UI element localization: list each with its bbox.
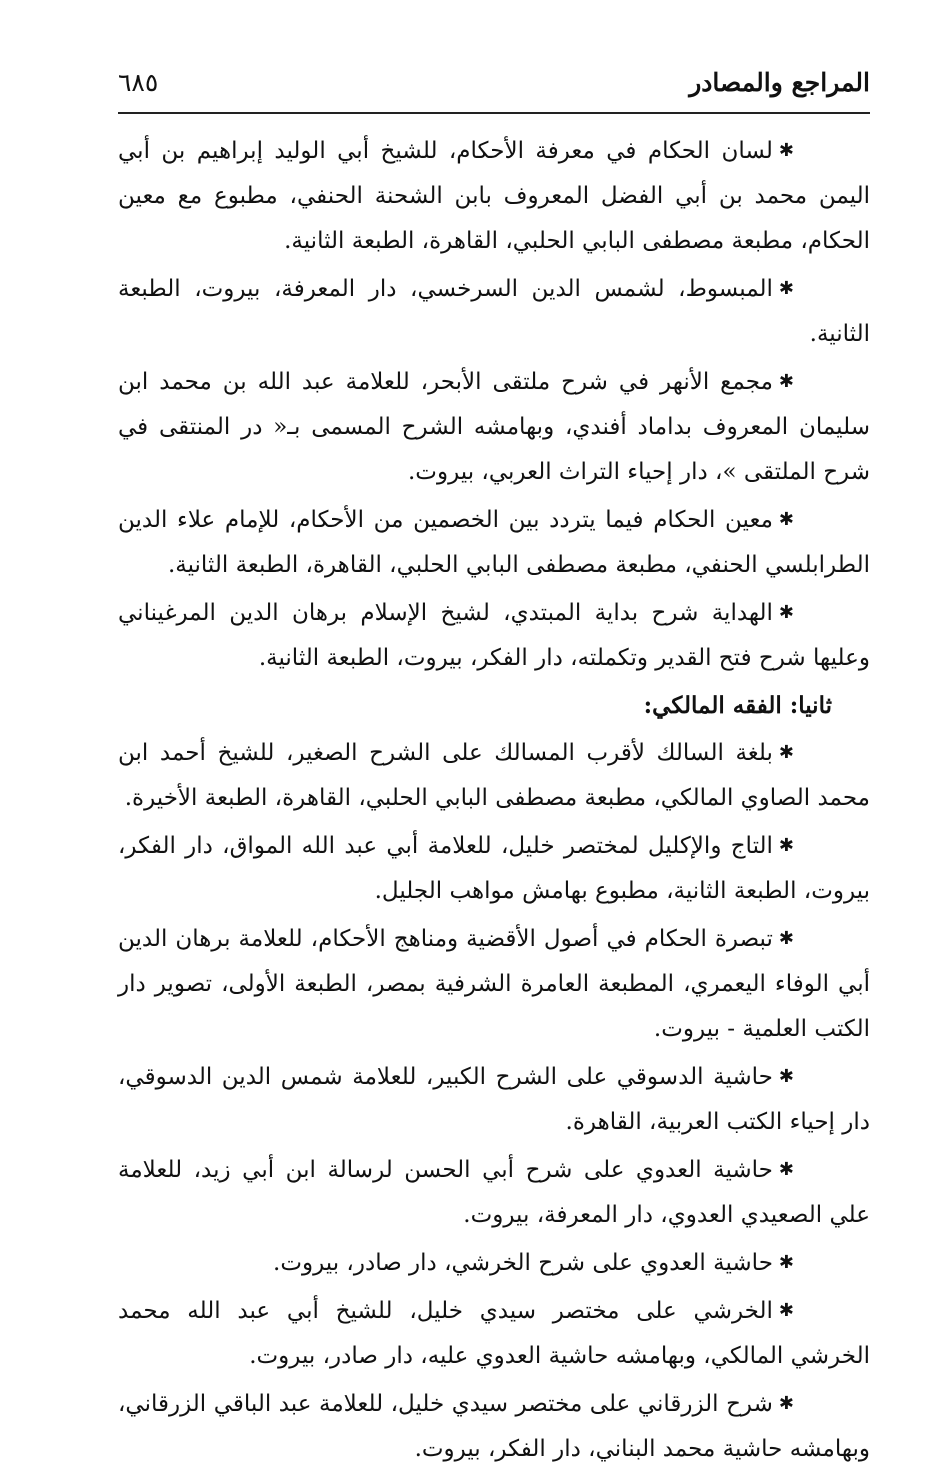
entry-text: التاج والإكليل لمختصر خليل، للعلامة أبي عبد الله المواق، دار الفكر، بيروت، الطبعة الثانية، مطبوع بهامش مواهب الجليل. <box>118 833 870 904</box>
reference-entry <box>118 1240 870 1286</box>
asterisk-icon: ✱ <box>778 928 794 949</box>
asterisk-icon: ✱ <box>778 602 794 623</box>
entry-text: بلغة السالك لأقرب المسالك على الشرح الصغير، للشيخ أحمد ابن محمد الصاوي المالكي، مطبعة مصطفى البابي الحلبي، القاهرة، الطبعة الأخيرة. <box>118 740 870 811</box>
reference-entry <box>118 1054 870 1145</box>
reference-entry <box>118 359 870 495</box>
reference-entry <box>118 1288 870 1379</box>
reference-entry <box>118 916 870 1052</box>
asterisk-icon: ✱ <box>778 1252 794 1273</box>
reference-entry <box>118 497 870 588</box>
entry-text: حاشية العدوي على شرح الخرشي، دار صادر، بيروت. <box>273 1250 773 1276</box>
asterisk-icon: ✱ <box>778 1393 794 1414</box>
reference-entry <box>118 590 870 681</box>
references-list <box>118 128 870 1474</box>
entry-text: معين الحكام فيما يتردد بين الخصمين من الأحكام، للإمام علاء الدين الطرابلسي الحنفي، مطبعة مصطفى البابي الحلبي، القاهرة، الطبعة الثانية. <box>118 507 870 578</box>
asterisk-icon: ✱ <box>778 140 794 161</box>
reference-entry <box>118 823 870 914</box>
asterisk-icon: ✱ <box>778 1159 794 1180</box>
asterisk-icon: ✱ <box>778 509 794 530</box>
section-heading: ثانيا: الفقه المالكي: <box>643 692 832 719</box>
asterisk-icon: ✱ <box>778 1300 794 1321</box>
entry-text: مجمع الأنهر في شرح ملتقى الأبحر، للعلامة عبد الله بن محمد ابن سليمان المعروف بداماد أفندي، وبهامشه الشرح المسمى بـ« در المنتقى في شرح الملتقى »، دار إحياء التراث العربي، بيروت. <box>118 369 870 485</box>
asterisk-icon: ✱ <box>778 371 794 392</box>
entry-text: الخرشي على مختصر سيدي خليل، للشيخ أبي عبد الله محمد الخرشي المالكي، وبهامشه حاشية العدوي عليه، دار صادر، بيروت. <box>118 1298 870 1369</box>
asterisk-icon: ✱ <box>778 1066 794 1087</box>
reference-entry <box>118 1147 870 1238</box>
entry-text: المبسوط، لشمس الدين السرخسي، دار المعرفة، بيروت، الطبعة الثانية. <box>118 276 870 347</box>
asterisk-icon: ✱ <box>778 742 794 763</box>
reference-entry <box>118 730 870 821</box>
entry-text: شرح الزرقاني على مختصر سيدي خليل، للعلامة عبد الباقي الزرقاني، وبهامشه حاشية محمد البناني، دار الفكر، بيروت. <box>118 1391 870 1462</box>
reference-entry <box>118 266 870 357</box>
reference-entry <box>118 128 870 264</box>
entry-text: الهداية شرح بداية المبتدي، لشيخ الإسلام برهان الدين المرغيناني وعليها شرح فتح القدير وتكملته، دار الفكر، بيروت، الطبعة الثانية. <box>118 600 870 671</box>
asterisk-icon: ✱ <box>778 835 794 856</box>
entry-text: حاشية الدسوقي على الشرح الكبير، للعلامة شمس الدين الدسوقي، دار إحياء الكتب العربية، القاهرة. <box>118 1064 870 1135</box>
entry-text: تبصرة الحكام في أصول الأقضية ومناهج الأحكام، للعلامة برهان الدين أبي الوفاء اليعمري، المطبعة العامرة الشرفية بمصر، الطبعة الأولى، تصوير دار الكتب العلمية - بيروت. <box>118 926 870 1042</box>
running-title: المراجع والمصادر <box>689 68 870 97</box>
page-number: ٦٨٥ <box>118 68 159 97</box>
reference-entry <box>118 1381 870 1472</box>
page-header <box>118 62 870 106</box>
asterisk-icon: ✱ <box>778 278 794 299</box>
header-rule <box>118 112 870 114</box>
entry-text: حاشية العدوي على شرح أبي الحسن لرسالة ابن أبي زيد، للعلامة علي الصعيدي العدوي، دار المعرفة، بيروت. <box>118 1157 870 1228</box>
entry-text: لسان الحكام في معرفة الأحكام، للشيخ أبي الوليد إبراهيم بن أبي اليمن محمد بن أبي الفضل المعروف بابن الشحنة الحنفي، مطبوع مع معين الحكام، مطبعة مصطفى البابي الحلبي، القاهرة، الطبعة الثانية. <box>118 138 870 254</box>
